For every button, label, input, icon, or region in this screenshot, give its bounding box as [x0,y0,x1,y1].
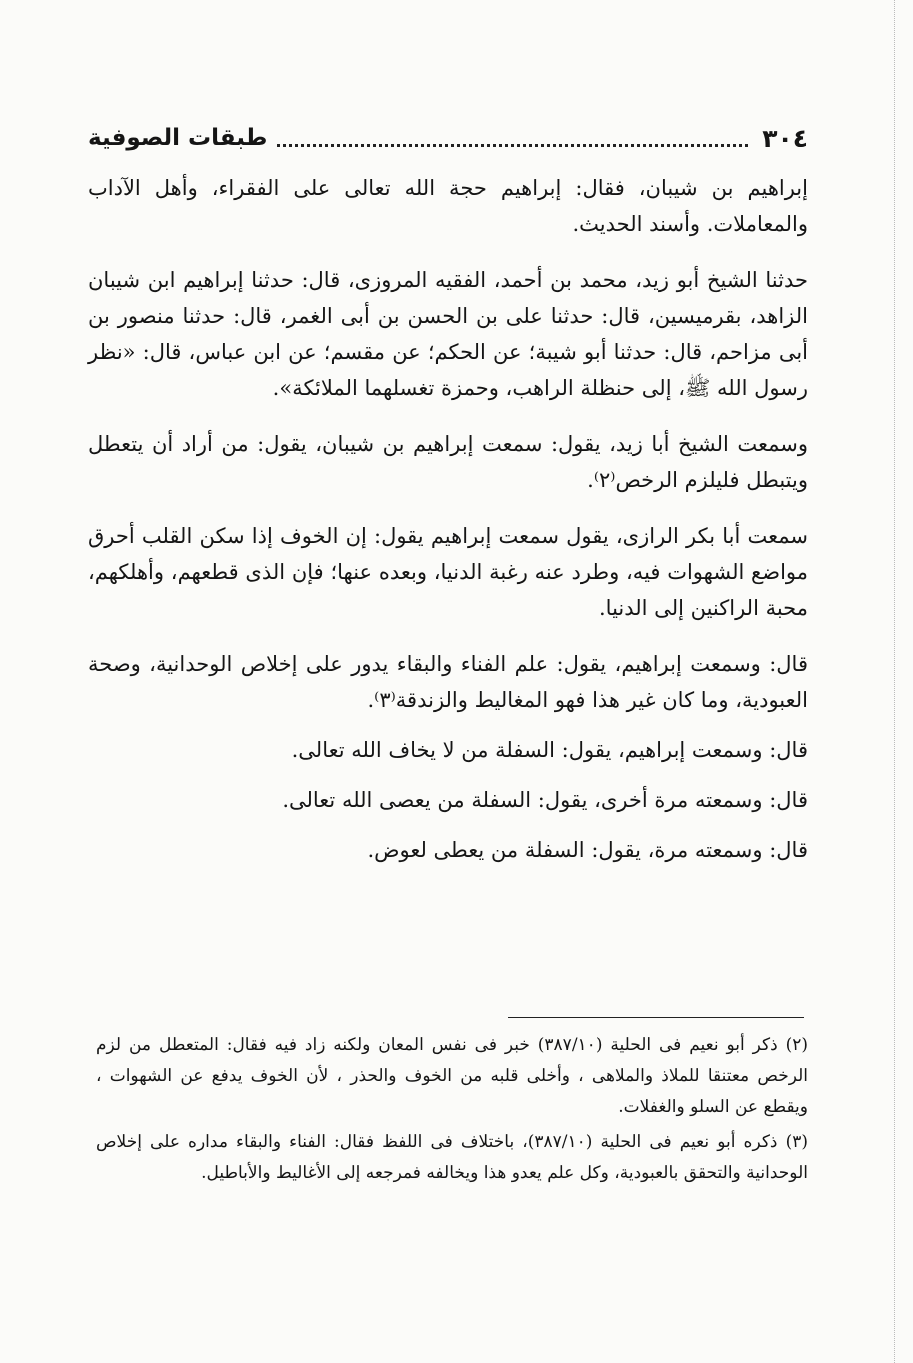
page-header [88,116,808,160]
paragraph: وسمعت الشيخ أبا زيد، يقول: سمعت إبراهيم بن شيبان، يقول: من أراد أن يتعطل ويتبطل فليلزم الرخص⁽٢⁾. [88,432,808,492]
page-number: ٣٠٤ [762,123,808,153]
footnotes [96,1030,808,1193]
paragraph: سمعت أبا بكر الرازى، يقول سمعت إبراهيم يقول: إن الخوف إذا سكن القلب أحرق مواضع الشهوات فيه، وطرد عنه رغبة الدنيا، وبعده عنها؛ فإن الذى قطعهم، وأهلكهم، محبة الراكنين إلى الدنيا. [88,524,808,620]
paragraph: إبراهيم بن شيبان، فقال: إبراهيم حجة الله تعالى على الفقراء، وأهل الآداب والمعاملات. وأسند الحديث. [88,176,808,236]
footnote: (٣) ذكره أبو نعيم فى الحلية (٣٨٧/١٠)، باختلاف فى اللفظ فقال: الفناء والبقاء مداره على إخلاص الوحدانية والتحقق بالعبودية، وكل علم يعدو هذا ويخالفه فمرجعه إلى الأغاليط والأباطيل. [96,1132,808,1183]
page-edge [894,0,895,1363]
paragraph: قال: وسمعته مرة، يقول: السفلة من يعطى لعوض. [367,838,808,862]
header-dot-leader [277,140,748,147]
footnote-separator [508,1017,804,1018]
paragraph: قال: وسمعت إبراهيم، يقول: السفلة من لا يخاف الله تعالى. [291,738,808,762]
running-title: طبقات الصوفية [88,125,268,151]
paragraph: قال: وسمعته مرة أخرى، يقول: السفلة من يعصى الله تعالى. [282,788,808,812]
paragraph: حدثنا الشيخ أبو زيد، محمد بن أحمد، الفقيه المروزى، قال: حدثنا إبراهيم ابن شيبان الزاهد، بقرميسين، قال: حدثنا على بن الحسن بن أبى الغمر، قال: حدثنا منصور بن أبى مزاحم، قال: حدثنا أبو شيبة؛ عن الحكم؛ عن مقسم؛ عن ابن عباس، قال: «نظر رسول الله ﷺ، إلى حنظلة الراهب، وحمزة تغسلهما الملائكة». [88,268,808,400]
footnote: (٢) ذكر أبو نعيم فى الحلية (٣٨٧/١٠) خبر فى نفس المعان ولكنه زاد فيه فقال: المتعطل من لزم الرخص معتنقا للملاذ والملاهى ، وأخلى قلبه من الخوف والحذر ، لأن الخوف يدفع عن الشهوات ، ويقطع عن السلو والغفلات. [96,1035,808,1117]
paragraph: قال: وسمعت إبراهيم، يقول: علم الفناء والبقاء يدور على إخلاص الوحدانية، وصحة العبودية، وما كان غير هذا فهو المغاليط والزندقة⁽٣⁾. [88,652,808,712]
main-text [88,170,808,882]
